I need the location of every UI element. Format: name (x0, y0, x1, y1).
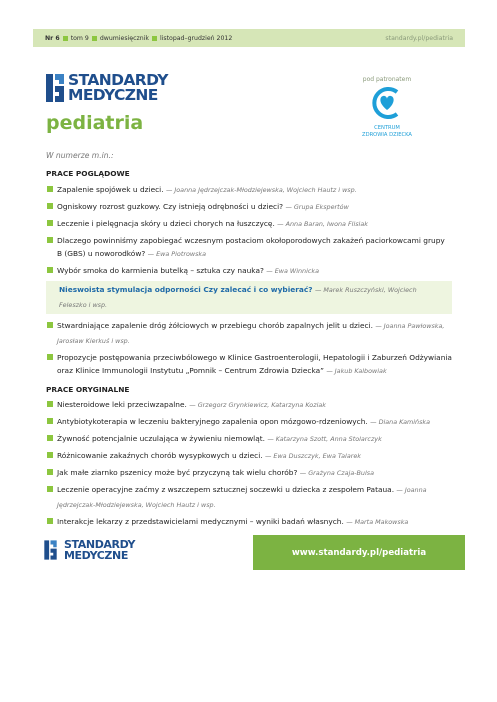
bullet-square-icon (47, 220, 53, 226)
bullet-square-icon (152, 36, 157, 41)
logo-text: STANDARDY MEDYCZNE (64, 538, 136, 562)
bullet-square-icon (47, 486, 53, 492)
patron-name: CENTRUM ZDROWIA DZIECKA (362, 125, 412, 138)
site-url[interactable]: standardy.pl/pediatria (385, 34, 453, 42)
list-item: Stwardniające zapalenie dróg żółciowych w przebiegu chorób zapalnych jelit u dzieci. — Joanna Pawłowska, Jarosław Kierkuś i wsp. (46, 319, 452, 348)
bullet-square-icon (47, 435, 53, 441)
bullet-square-icon (47, 237, 53, 243)
bullet-square-icon (47, 401, 53, 407)
bullet-square-icon (47, 186, 53, 192)
issue-date: listopad–grudzień 2012 (159, 34, 233, 42)
list-item: Ogniskowy rozrost guzkowy. Czy istnieją odrębności u dzieci? — Grupa Ekspertów (46, 200, 452, 215)
issue-number: Nr 6 (45, 34, 60, 42)
table-of-contents (46, 167, 452, 532)
bullet-square-icon (92, 36, 97, 41)
volume: tom 9 (70, 34, 89, 42)
list-item: Antybiotykoterapia w leczeniu bakteryjnego zapalenia opon mózgowo-rdzeniowych. — Diana Kamińska (46, 415, 452, 430)
list-item: Różnicowanie zakaźnych chorób wysypkowych u dzieci. — Ewa Duszczyk, Ewa Talarek (46, 449, 452, 464)
list-item: Zapalenie spojówek u dzieci. — Joanna Jędrzejczak-Młodziejewska, Wojciech Hautz i wsp. (46, 183, 452, 198)
in-this-issue-label: W numerze m.in.: (46, 151, 114, 160)
list-item: Leczenie operacyjne zaćmy z wszczepem sztucznej soczewki u dziecka z zespołem Pataua. — Joanna Jędrzejczak-Młodziejewska, Wojciech Hautz i wsp. (46, 483, 452, 512)
journal-subtitle: pediatria (46, 112, 144, 134)
footer-brand-logo (44, 539, 135, 561)
footer-url-banner[interactable] (253, 535, 465, 570)
list-item: Propozycje postępowania przeciwbólowego w Klinice Gastroenterologii, Hepatologii i Zaburzeń Odżywiania oraz Klinice Immunologii Instytutu „Pomnik – Centrum Zdrowia Dziecka” — Jakub Kalbowiak (46, 351, 452, 379)
patronage (356, 76, 418, 138)
issue-info-bar (33, 29, 465, 47)
frequency: dwumiesięcznik (99, 34, 149, 42)
bullet-square-icon (47, 354, 53, 360)
patronage-label: pod patronatem (362, 76, 412, 83)
section-title: PRACE POGLĄDOWE (46, 169, 130, 178)
list-item: Wybór smoka do karmienia butelką – sztuka czy nauka? — Ewa Winnicka (46, 264, 452, 279)
logo-s-icon (46, 72, 64, 104)
bullet-square-icon (47, 418, 53, 424)
logo-text: STANDARDY MEDYCZNE (68, 71, 168, 104)
highlighted-article: Nieswoista stymulacja odporności Czy zalecać i co wybierać? — Marek Ruszczyński, Wojciech Feleszko i wsp. (46, 281, 452, 314)
footer-url[interactable]: www.standardy.pl/pediatria (291, 547, 427, 558)
bullet-square-icon (47, 203, 53, 209)
list-item: Leczenie i pielęgnacja skóry u dzieci chorych na łuszczycę. — Anna Baran, Iwona Flisiak (46, 217, 452, 232)
bullet-square-icon (47, 469, 53, 475)
list-item: Niesteroidowe leki przeciwzapalne. — Grzegorz Grynkiewicz, Katarzyna Koziak (46, 398, 452, 413)
list-item: Interakcje lekarzy z przedstawicielami medycznymi – wyniki badań własnych. — Marta Makowska (46, 515, 452, 530)
logo-s-icon (44, 539, 57, 561)
czd-heart-logo-icon (367, 86, 407, 120)
list-item: Żywność potencjalnie uczulająca w żywieniu niemowląt. — Katarzyna Szott, Anna Stolarczyk (46, 432, 452, 447)
bullet-square-icon (47, 322, 53, 328)
bullet-square-icon (63, 36, 68, 41)
brand-logo (46, 72, 168, 104)
list-item: Dlaczego powinniśmy zapobiegać wczesnym postaciom okołoporodowych zakażeń paciorkowcami grupy B (GBS) u noworodków? — Ewa Piotrowska (46, 234, 452, 262)
section-title: PRACE ORYGINALNE (46, 384, 130, 394)
bullet-square-icon (47, 452, 53, 458)
list-item: Jak małe ziarnko pszenicy może być przyczyną tak wielu chorób? — Grażyna Czaja-Bulsa (46, 466, 452, 481)
bullet-square-icon (47, 518, 53, 524)
bullet-square-icon (47, 267, 53, 273)
